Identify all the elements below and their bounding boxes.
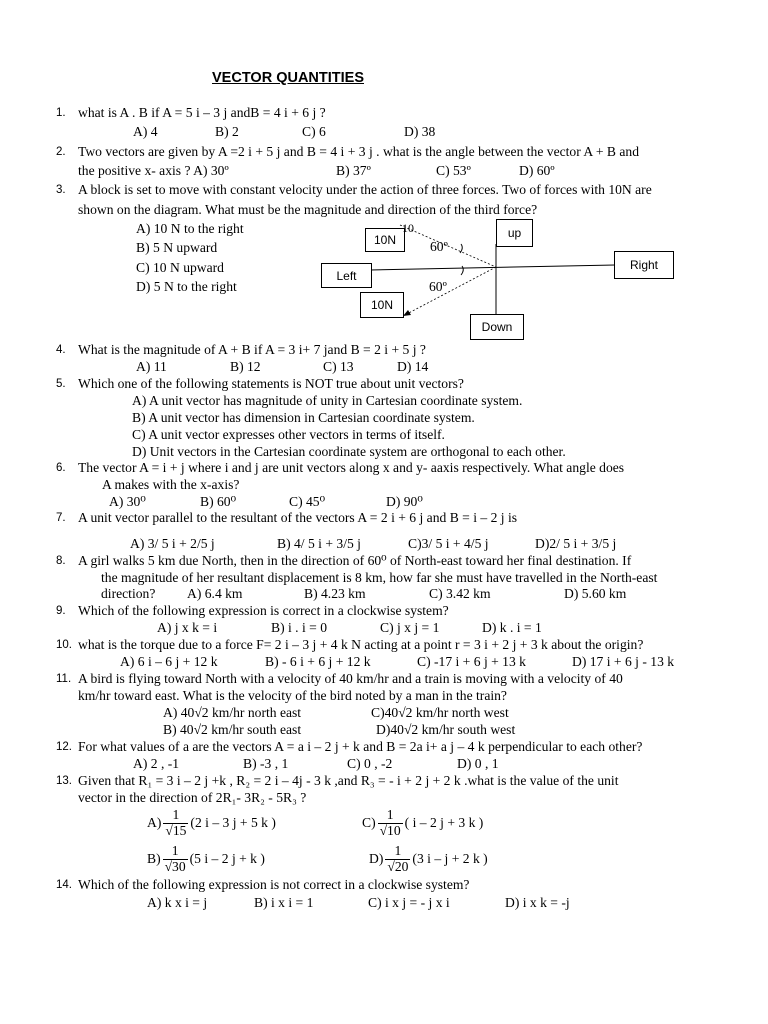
option-b: B) 12 — [230, 359, 261, 374]
option-b: B) 4.23 km — [304, 586, 366, 601]
option-b: B) i x i = 1 — [254, 895, 314, 910]
label-10n-bottom: 10N — [360, 292, 404, 318]
question-number: 13. — [56, 775, 72, 787]
question-stem: A bird is flying toward North with a velocity of 40 km/hr and a train is moving with a velocity of 40 — [78, 671, 623, 686]
option-c: C) i x j = - j x i — [368, 895, 450, 910]
question-number: 11. — [56, 673, 72, 685]
question-stem: A block is set to move with constant velocity under the action of three forces. Two of forces with 10N are — [78, 182, 652, 197]
option-label: B) — [147, 851, 161, 867]
fraction — [385, 844, 410, 874]
question-stem: Which of the following expression is correct in a clockwise system? — [78, 603, 449, 618]
question-number: 7. — [56, 512, 66, 524]
option-b: B) 5 N upward — [136, 240, 218, 255]
question-number: 4. — [56, 344, 66, 356]
question-number: 10. — [56, 639, 72, 651]
option-b: B) 37º — [336, 163, 371, 178]
option-a: A) 6.4 km — [187, 586, 243, 601]
question-stem: For what values of a are the vectors A = a i – 2 j + k and B = 2a i+ a j – 4 k perpendicular to each other? — [78, 739, 643, 754]
option-b: B) -3 , 1 — [243, 756, 289, 771]
option-a — [147, 806, 276, 840]
option-c: C)40√2 km/hr north west — [371, 705, 509, 720]
question-number: 14. — [56, 879, 72, 891]
option-c: C) j x j = 1 — [380, 620, 440, 635]
question-stem: A unit vector parallel to the resultant of the vectors A = 2 i + 6 j and B = i – 2 j is — [78, 510, 518, 525]
option-d: D) k . i = 1 — [482, 620, 542, 635]
vector-expression: (3 i – j + 2 k ) — [412, 851, 488, 867]
option-b: B) i . i = 0 — [271, 620, 328, 635]
option-d: D)2/ 5 i + 3/5 j — [535, 536, 617, 551]
option-c: C) 45⁰ — [289, 494, 326, 509]
option-a: A) 10 N to the right — [136, 221, 244, 236]
question-stem: What is the magnitude of A + B if A = 3 i+ 7 jand B = 2 i + 5 j ? — [78, 342, 426, 357]
option-a: A) j x k = i — [157, 620, 218, 635]
question-stem: The vector A = i + j where i and j are unit vectors along x and y- aaxis respectively. What angle does — [78, 460, 625, 475]
option-d: D) 90⁰ — [386, 494, 423, 509]
vector-expression: ( i – 2 j + 3 k ) — [404, 815, 484, 831]
option-b: B) - 6 i + 6 j + 12 k — [265, 654, 371, 669]
question-number: 9. — [56, 605, 66, 617]
option-b: B) A unit vector has dimension in Cartesian coordinate system. — [132, 410, 475, 425]
option-a: A) A unit vector has magnitude of unity in Cartesian coordinate system. — [132, 393, 523, 408]
option-label: C) — [362, 815, 376, 831]
option-c — [362, 806, 483, 840]
option-a: A) 4 — [133, 124, 158, 139]
option-d — [369, 842, 488, 876]
numerator: 1 — [394, 843, 402, 859]
option-b: B) 60⁰ — [200, 494, 237, 509]
fraction — [163, 844, 188, 874]
question-stem-line2: the positive x- axis ? A) 30º — [78, 163, 229, 178]
question-number: 5. — [56, 378, 66, 390]
numerator: 1 — [172, 807, 180, 823]
option-d: D) Unit vectors in the Cartesian coordinate system are orthogonal to each other. — [132, 444, 566, 459]
question-stem: Given that R₁ = 3 i – 2 j +k , R₂ = 2 i – 4j - 3 k ,and R₃ = - i + 2 j + 2 k .what is the value of the unit — [78, 773, 619, 788]
vector-expression: (5 i – 2 j + k ) — [189, 851, 265, 867]
denominator: √10 — [379, 822, 401, 838]
question-stem-line2: vector in the direction of 2R₁- 3R₂ - 5R₃ ? — [78, 790, 307, 805]
denominator: √20 — [387, 858, 409, 874]
denominator: √15 — [165, 822, 187, 838]
option-a: A) k x i = j — [147, 895, 208, 910]
question-stem: what is the torque due to a force F= 2 i – 3 j + 4 k N acting at a point r = 3 i + 2 j + 3 k about the origin? — [78, 637, 644, 652]
option-a: A) 6 i – 6 j + 12 k — [120, 654, 218, 669]
question-number: 3. — [56, 184, 66, 196]
option-label: A) — [147, 815, 162, 831]
option-c: C) -17 i + 6 j + 13 k — [417, 654, 526, 669]
option-d: D) 5 N to the right — [136, 279, 237, 294]
option-d: D) 5.60 km — [564, 586, 627, 601]
fraction — [163, 808, 188, 838]
option-c: C) 3.42 km — [429, 586, 491, 601]
question-number: 8. — [56, 555, 66, 567]
option-a: A) 2 , -1 — [133, 756, 180, 771]
option-c: C) 13 — [323, 359, 354, 374]
option-d: D) 0 , 1 — [457, 756, 499, 771]
question-stem-line2: km/hr toward east. What is the velocity of the bird noted by a man in the train? — [78, 688, 507, 703]
question-stem-line2: A makes with the x-axis? — [102, 477, 240, 492]
option-b: B) 2 — [215, 124, 239, 139]
question-stem: Two vectors are given by A =2 i + 5 j and B = 4 i + 3 j . what is the angle between the vector A + B and — [78, 144, 640, 159]
option-d: D) 38 — [404, 124, 436, 139]
option-label: D) — [369, 851, 384, 867]
label-left: Left — [321, 263, 372, 288]
option-c: C) A unit vector expresses other vectors in terms of itself. — [132, 427, 445, 442]
option-c: C) 6 — [302, 124, 326, 139]
option-b: B) 40√2 km/hr south east — [163, 722, 302, 737]
page-title: VECTOR QUANTITIES — [212, 70, 364, 86]
option-c: C)3/ 5 i + 4/5 j — [408, 536, 489, 551]
question-stem-line3: direction? — [101, 586, 156, 601]
question-number: 2. — [56, 146, 66, 158]
stray-label: 10 — [402, 221, 414, 235]
question-stem: what is A . B if A = 5 i – 3 j andB = 4 i + 6 j ? — [78, 105, 326, 120]
question-number: 1. — [56, 107, 66, 119]
question-stem-line2: the magnitude of her resultant displacement is 8 km, how far she must have travelled in the North-east — [101, 570, 658, 585]
label-up: up — [496, 219, 533, 247]
option-c: C) 0 , -2 — [347, 756, 393, 771]
fraction — [378, 808, 403, 838]
option-d: D) 17 i + 6 j - 13 k — [572, 654, 675, 669]
angle-top: 60º — [430, 239, 448, 254]
question-stem: Which one of the following statements is NOT true about unit vectors? — [78, 376, 464, 391]
question-number: 12. — [56, 741, 72, 753]
option-d: D) i x k = -j — [505, 895, 570, 910]
denominator: √30 — [164, 858, 186, 874]
option-a: A) 11 — [136, 359, 167, 374]
option-a: A) 30⁰ — [109, 494, 146, 509]
question-stem: Which of the following expression is not correct in a clockwise system? — [78, 877, 470, 892]
option-c: C) 10 N upward — [136, 260, 224, 275]
option-d: D)40√2 km/hr south west — [376, 722, 516, 737]
option-b: B) 4/ 5 i + 3/5 j — [277, 536, 361, 551]
label-right: Right — [614, 251, 674, 279]
numerator: 1 — [171, 843, 179, 859]
option-b — [147, 842, 265, 876]
numerator: 1 — [386, 807, 394, 823]
option-a: A) 3/ 5 i + 2/5 j — [130, 536, 215, 551]
label-10n-top: 10N — [365, 228, 405, 252]
question-stem-line2: shown on the diagram. What must be the magnitude and direction of the third force? — [78, 202, 538, 217]
label-down: Down — [470, 314, 524, 340]
question-number: 6. — [56, 462, 66, 474]
option-d: D) 60º — [519, 163, 555, 178]
vector-expression: (2 i – 3 j + 5 k ) — [190, 815, 276, 831]
option-a: A) 40√2 km/hr north east — [163, 705, 302, 720]
question-stem: A girl walks 5 km due North, then in the direction of 60⁰ of North-east toward her final destination. If — [78, 553, 632, 568]
option-c: C) 53º — [436, 163, 471, 178]
option-d: D) 14 — [397, 359, 429, 374]
angle-bottom: 60º — [429, 279, 447, 294]
